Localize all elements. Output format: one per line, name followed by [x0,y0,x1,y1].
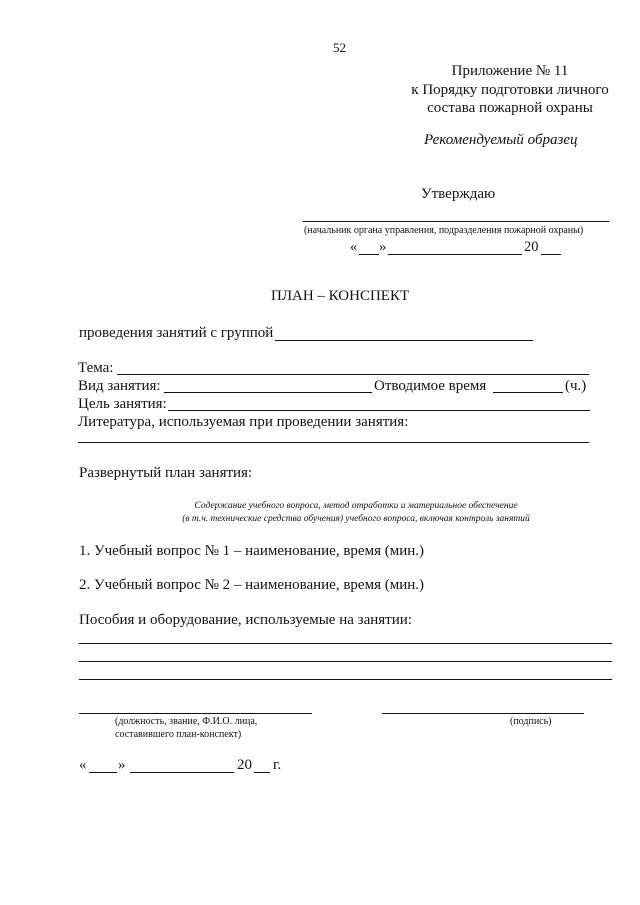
time-unit: (ч.) [565,378,587,394]
approve-day-line [359,254,379,255]
approve-title: Утверждаю [421,186,496,202]
appendix-line-3: состава пожарной охраны [427,100,593,116]
question-1: 1. Учебный вопрос № 1 – наименование, время (мин.) [79,543,424,559]
bottom-month-line [130,772,234,773]
bottom-day-line [89,772,117,773]
kind-line [164,392,372,393]
time-label: Отводимое время [374,378,487,394]
topic-line [117,374,589,375]
signature-line [382,713,584,714]
appendix-line-2: к Порядку подготовки личного [411,82,609,98]
goal-line [168,410,590,411]
group-label: проведения занятий с группой [79,325,274,341]
author-signature-line [79,713,312,714]
bottom-date-suffix: г. [273,757,282,773]
question-2: 2. Учебный вопрос № 2 – наименование, время (мин.) [79,577,424,593]
aids-label: Пособия и оборудование, используемые на занятии: [79,612,412,628]
topic-label: Тема: [78,360,114,376]
group-line [275,340,533,341]
bottom-year-line [254,772,270,773]
bottom-date-close-quote: » [118,757,126,773]
bottom-date-year: 20 [237,757,252,773]
author-caption-line-2: составившего план-конспект) [115,729,242,740]
aids-line-1 [79,643,612,644]
signature-caption: (подпись) [510,716,552,727]
approve-month-line [388,254,522,255]
author-caption-line-1: (должность, звание, Ф.И.О. лица, [115,716,258,727]
aids-line-2 [79,661,612,662]
plan-title: Развернутый план занятия: [79,465,253,481]
bottom-date-open-quote: « [79,757,87,773]
document-title: ПЛАН – КОНСПЕКТ [271,288,410,304]
time-line [493,392,563,393]
literature-line [78,442,589,443]
recommended-sample: Рекомендуемый образец [424,132,578,148]
approve-year-line [541,254,561,255]
approve-caption: (начальник органа управления, подразделения пожарной охраны) [304,225,584,236]
approve-date-close-quote: » [379,239,387,255]
goal-label: Цель занятия: [78,396,167,412]
approve-date-year: 20 [524,239,539,255]
approve-signature-line [303,221,609,222]
aids-line-3 [79,679,612,680]
page-number: 52 [333,40,346,55]
appendix-line-1: Приложение № 11 [451,63,569,79]
approve-date-open-quote: « [350,239,358,255]
kind-label: Вид занятия: [78,378,161,394]
literature-label: Литература, используемая при проведении занятия: [78,414,409,430]
plan-note-line-2: (в т.ч. технические средства обучения) учебного вопроса, включая контроль занятий [182,514,530,524]
plan-note-line-1: Содержание учебного вопроса, метод отработки и материальное обеспечение [194,501,518,511]
